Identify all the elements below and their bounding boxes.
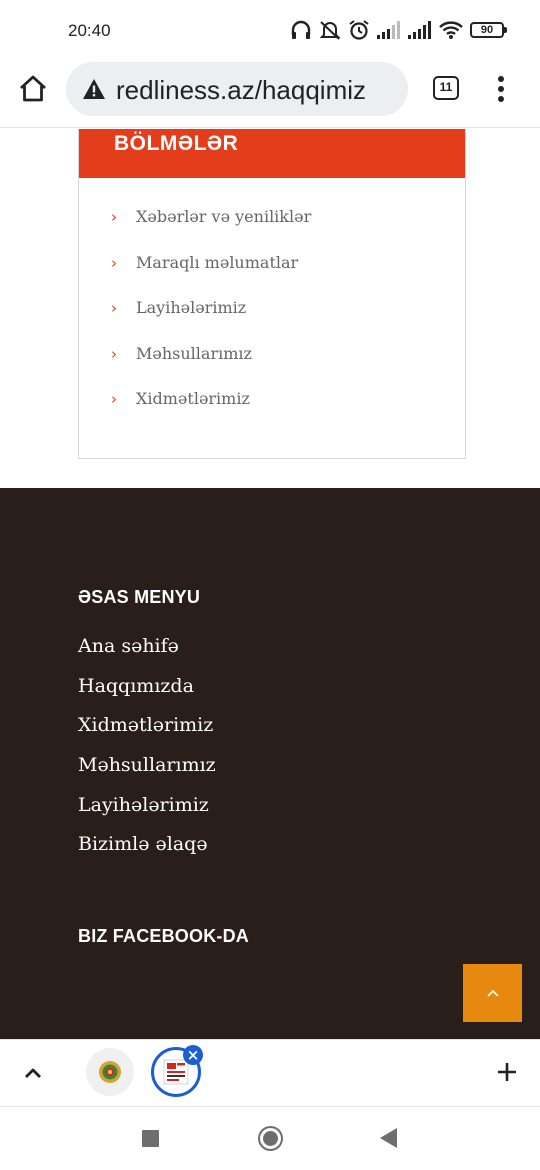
- plus-icon[interactable]: [495, 1060, 519, 1084]
- sections-widget: [78, 129, 466, 459]
- warning-icon[interactable]: [82, 78, 106, 100]
- facebook-title: BIZ FACEBOOK-DA: [78, 926, 249, 946]
- chevron-right-icon: ›: [111, 299, 117, 317]
- footer-menu-title: ƏSAS MENYU: [78, 587, 201, 607]
- status-icons: [290, 18, 504, 42]
- footer-link-services[interactable]: Xidmətlərimiz: [78, 714, 214, 737]
- chevron-right-icon: ›: [111, 344, 117, 363]
- section-link[interactable]: › Layihələrimiz: [79, 293, 465, 339]
- chevron-up-icon[interactable]: [22, 1062, 44, 1084]
- tab-strip: [0, 1039, 540, 1106]
- headphones-icon: [290, 20, 312, 40]
- muted-bell-icon: [319, 19, 341, 41]
- chevron-up-icon: [486, 988, 500, 998]
- recents-icon[interactable]: [142, 1130, 159, 1147]
- battery-icon: 90: [470, 22, 504, 38]
- wifi-icon: [439, 21, 463, 39]
- url-bar[interactable]: [66, 62, 408, 116]
- section-link[interactable]: › Maraqlı məlumatlar: [79, 248, 465, 294]
- home-icon[interactable]: [18, 74, 48, 104]
- back-icon[interactable]: [380, 1128, 397, 1148]
- section-link[interactable]: › Məhsullarımız: [79, 339, 465, 385]
- alarm-icon: [348, 19, 370, 41]
- footer-link-contact[interactable]: Bizimlə əlaqə: [78, 833, 208, 856]
- site-footer: [0, 488, 540, 1039]
- status-bar: [0, 0, 540, 58]
- close-icon[interactable]: ×: [183, 1045, 203, 1065]
- sections-title: BÖLMƏLƏR: [79, 129, 465, 178]
- chevron-right-icon: ›: [111, 253, 117, 272]
- emblem-icon: [97, 1059, 123, 1085]
- sections-list: [79, 178, 465, 430]
- system-nav-bar: [0, 1106, 540, 1170]
- more-vert-icon[interactable]: [490, 72, 512, 106]
- section-link[interactable]: › Xidmətlərimiz: [79, 384, 465, 430]
- status-time: 20:40: [68, 21, 111, 40]
- footer-link-products[interactable]: Məhsullarımız: [78, 754, 216, 777]
- chevron-right-icon: ›: [111, 390, 117, 408]
- scroll-to-top-button[interactable]: [463, 964, 522, 1022]
- url-text[interactable]: redliness.az/haqqimiz: [116, 75, 367, 105]
- chevron-right-icon: ›: [111, 208, 117, 226]
- page-content: [0, 129, 540, 1039]
- footer-link-projects[interactable]: Layihələrimiz: [78, 793, 209, 816]
- signal-icon: [408, 21, 432, 39]
- browser-toolbar: [0, 58, 540, 128]
- tab-thumbnail[interactable]: [86, 1048, 134, 1096]
- tabs-icon[interactable]: 11: [433, 76, 459, 100]
- home-nav-icon[interactable]: [258, 1126, 283, 1151]
- footer-link-home[interactable]: Ana səhifə: [78, 635, 179, 657]
- footer-menu: [78, 634, 216, 872]
- signal-icon: [377, 21, 401, 39]
- section-link[interactable]: › Xəbərlər və yeniliklər: [79, 202, 465, 248]
- footer-link-about[interactable]: Haqqımızda: [78, 674, 194, 697]
